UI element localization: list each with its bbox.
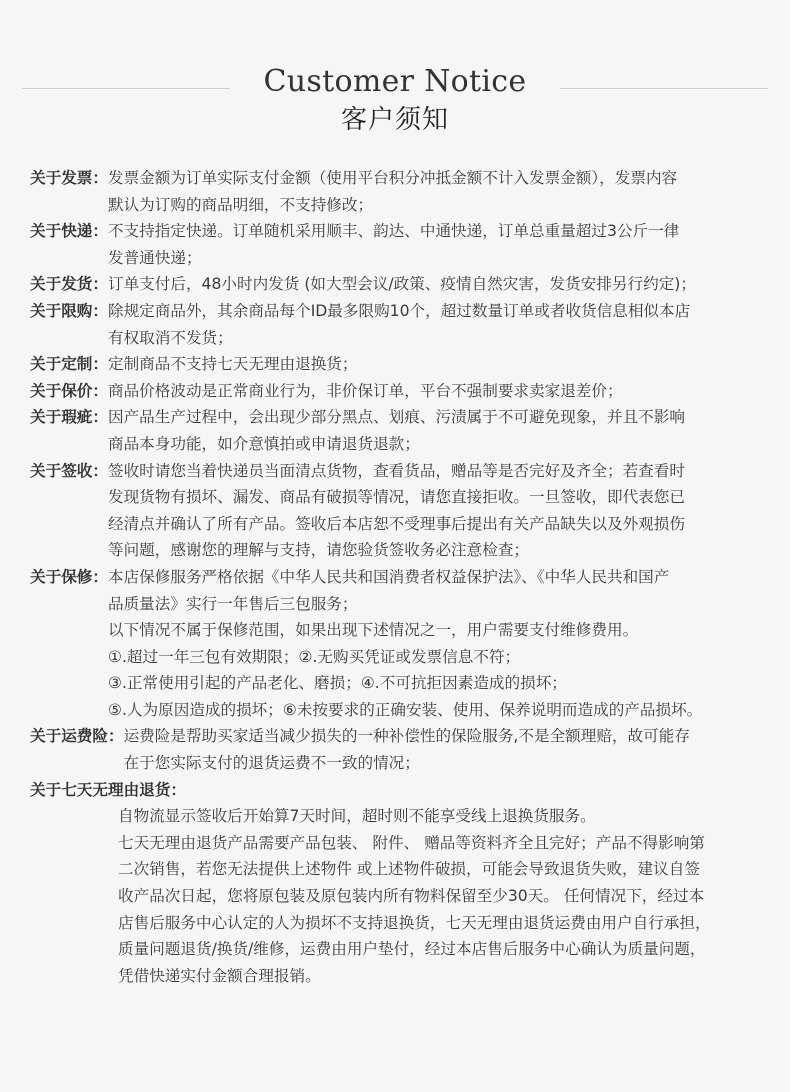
section-line: 本店保修服务严格依据《中华人民共和国消费者权益保护法》、《中华人民共和国产 <box>107 567 670 586</box>
section-line: 有权取消不发货； <box>107 328 233 347</box>
section-freight-insurance <box>30 723 782 776</box>
section-line: 品质量法》实行一年售后三包服务； <box>107 594 358 613</box>
section-line: 商品价格波动是正常商业行为，非价保订单，平台不强制要求卖家退差价； <box>107 381 623 400</box>
section-line: 收产品次日起，您将原包装及原包装内所有物料保留至少30天。 任何情况下，经过本 <box>118 887 705 906</box>
section-line: ①.超过一年三包有效期限；②.无购买凭证或发票信息不符； <box>107 647 521 666</box>
section-price <box>30 378 782 405</box>
section-line: 以下情况不属于保修范围，如果出现下述情况之一，用户需要支付维修费用。 <box>107 621 639 640</box>
title-english: Customer Notice <box>263 64 527 99</box>
section-label: 关于瑕疵： <box>30 408 108 427</box>
section-line: 除规定商品外，其余商品每个ID最多限购10个，超过数量订单或者收货信息相似本店 <box>107 301 691 320</box>
header <box>0 62 790 138</box>
section-label: 关于保价： <box>30 381 108 400</box>
section-label: 关于签收： <box>30 461 108 480</box>
section-line: 订单支付后，48小时内发货 (如大型会议/政策、疫情自然灾害，发货安排另行约定)； <box>107 275 696 294</box>
section-express <box>30 218 782 271</box>
section-line: 在于您实际支付的退货运费不一致的情况； <box>123 754 420 773</box>
section-line: 默认为订购的商品明细，不支持修改； <box>107 195 374 214</box>
section-line: 不支持指定快递。订单随机采用顺丰、韵达、中通快递，订单总重量超过3公斤一律 <box>107 222 680 241</box>
section-line: 二次销售，若您无法提供上述物件 或上述物件破损，可能会导致退货失败，建议自签 <box>118 860 700 879</box>
section-label: 关于运费险： <box>30 727 124 746</box>
section-line: 因产品生产过程中，会出现少部分黑点、划痕、污渍属于不可避免现象，并且不影响 <box>107 408 685 427</box>
section-label: 关于七天无理由退货： <box>30 780 186 799</box>
section-limit <box>30 298 782 351</box>
section-line: 七天无理由退货产品需要产品包装、 附件、 赠品等资料齐全且完好；产品不得影响第 <box>118 833 705 852</box>
section-invoice <box>30 165 782 218</box>
section-label: 关于限购： <box>30 301 108 320</box>
section-line: 运费险是帮助买家适当减少损失的一种补偿性的保险服务,不是全额理赔，故可能存 <box>123 727 690 746</box>
title-chinese: 客户须知 <box>340 105 449 135</box>
section-receipt <box>30 458 782 564</box>
notice-content <box>30 165 782 989</box>
section-line: 定制商品不支持七天无理由退换货； <box>107 355 358 374</box>
section-line: 等问题，感谢您的理解与支持，请您验货签收务必注意检查； <box>107 541 530 560</box>
section-line: 凭借快递实付金额合理报销。 <box>118 966 321 985</box>
section-custom <box>30 351 782 378</box>
section-line: 发现货物有损坏、漏发、商品有破损等情况，请您直接拒收。一旦签收，即代表您已 <box>107 488 685 507</box>
section-label: 关于发票： <box>30 169 108 187</box>
section-line: 经清点并确认了所有产品。签收后本店恕不受理事后提出有关产品缺失以及外观损伤 <box>107 514 685 533</box>
section-line: 店售后服务中心认定的人为损坏不支持退换货，七天无理由退货运费由用户自行承担， <box>118 913 711 932</box>
section-label: 关于快递： <box>30 222 108 241</box>
section-label: 关于发货： <box>30 275 108 294</box>
section-line: ③.正常使用引起的产品老化、磨损；④.不可抗拒因素造成的损坏； <box>107 674 567 693</box>
section-line: 质量问题退货/换货/维修，运费由用户垫付，经过本店售后服务中心确认为质量问题， <box>118 940 706 959</box>
section-flaw <box>30 404 782 457</box>
section-line: 自物流显示签收后开始算7天时间，超时则不能享受线上退换货服务。 <box>118 807 596 826</box>
section-line: 发普通快递； <box>107 248 202 267</box>
section-line: 发票金额为订单实际支付金额（使用平台积分冲抵金额不计入发票金额），发票内容 <box>107 169 678 187</box>
section-label: 关于保修： <box>30 567 108 586</box>
section-label: 关于定制： <box>30 355 108 374</box>
section-line: 商品本身功能，如介意慎拍或申请退货退款； <box>107 434 420 453</box>
section-seven-day-return <box>30 777 782 990</box>
section-shipping <box>30 271 782 298</box>
section-warranty <box>30 564 782 724</box>
section-line: 签收时请您当着快递员当面清点货物，查看货品，赠品等是否完好及齐全；若查看时 <box>107 461 685 480</box>
section-line: ⑤.人为原因造成的损坏；⑥未按要求的正确安装、使用、保养说明而造成的产品损坏。 <box>107 700 703 719</box>
